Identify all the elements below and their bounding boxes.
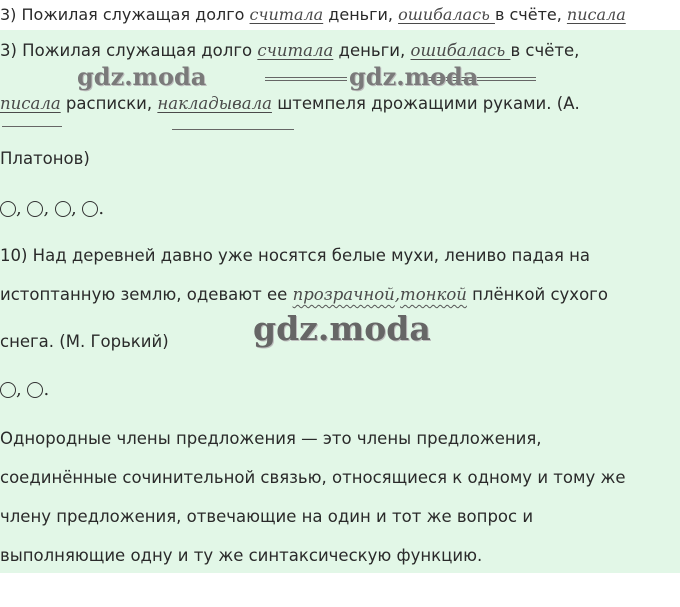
sentence-3-word-pisala: писала [0,94,61,113]
scheme-separator: , [70,198,77,219]
watermark-logo: gdz.moda [349,62,479,91]
predicate-underline-1b [265,80,347,81]
top-line-word-1: считала [249,5,324,24]
sentence-3-text-shtempelya: штемпеля дрожащими руками. (А. [271,94,580,113]
scheme-sentence-10 [0,378,49,402]
sentence-10-text-1: 10) Над деревней давно уже носятся белые мухи, лениво падая на [0,246,591,265]
scheme-circle-icon [0,201,16,217]
sentence-10-word-tonkoy: тонкой [400,285,467,304]
sentence-10-comma: , [394,285,401,304]
scheme-separator: , [43,198,50,219]
top-line-text-1: деньги, [323,5,399,24]
sentence-3-line-2 [0,93,580,115]
predicate-underline-4 [172,129,294,130]
scheme-end: . [43,379,50,400]
scheme-separator: , [16,379,22,400]
sentence-10-author: снега. (М. Горький) [0,332,169,351]
sentence-10-word-prozrachnoy: прозрачной [292,285,395,304]
sentence-3-text-v-schete: в счёте, [510,41,580,60]
predicate-underline-3 [2,126,62,127]
sentence-10-tail: плёнкой сухого [466,285,608,304]
scheme-circle-icon [55,201,71,217]
top-line-word-3: писала [566,5,626,24]
definition-text-1: Однородные члены предложения — это члены предложения, [0,429,542,448]
definition-line-2 [0,467,625,489]
sentence-3-line-1 [0,40,579,62]
definition-line-3 [0,506,533,528]
definition-text-3: члену предложения, отвечающие на один и тот же вопрос и [0,507,534,526]
sentence-10-lead: истоптанную землю, одевают ее [0,285,293,304]
scheme-circle-icon [27,201,43,217]
answer-panel [0,30,680,573]
sentence-3-author: Платонов) [0,149,90,168]
definition-text-4: выполняющие одну и ту же синтаксическую функцию. [0,546,483,565]
definition-line-4 [0,545,482,567]
top-line-lead: 3) Пожилая служащая долго [0,5,250,24]
scheme-separator: , [16,198,22,219]
sentence-10-line-1 [0,245,590,267]
scheme-sentence-3 [0,197,104,221]
predicate-underline-1 [265,77,347,78]
top-line-text-2: в счёте, [494,5,567,24]
scheme-circle-icon [82,201,98,217]
top-line-word-2: ошибалась [398,5,495,24]
sentence-3-word-oshibalas: ошибалась [410,41,511,60]
sentence-3-word-schitala: считала [257,41,334,60]
definition-line-1 [0,428,542,450]
watermark-logo: gdz.moda [253,309,431,348]
sentence-10-line-3 [0,331,169,353]
scheme-circle-icon [27,382,43,398]
sentence-3-word-nakladyvala: накладывала [157,94,272,113]
cropped-top-line [0,0,680,30]
sentence-3-text-raspiski: расписки, [60,94,158,113]
sentence-3-lead: 3) Пожилая служащая долго [0,41,258,60]
sentence-3-line-3 [0,148,90,170]
scheme-end: . [98,198,105,219]
scheme-circle-icon [0,382,16,398]
definition-text-2: соединённые сочинительной связью, относящиеся к одному и тому же [0,468,626,487]
sentence-3-text-dengi: деньги, [333,41,411,60]
watermark-logo: gdz.moda [77,62,207,91]
sentence-10-line-2 [0,284,608,306]
